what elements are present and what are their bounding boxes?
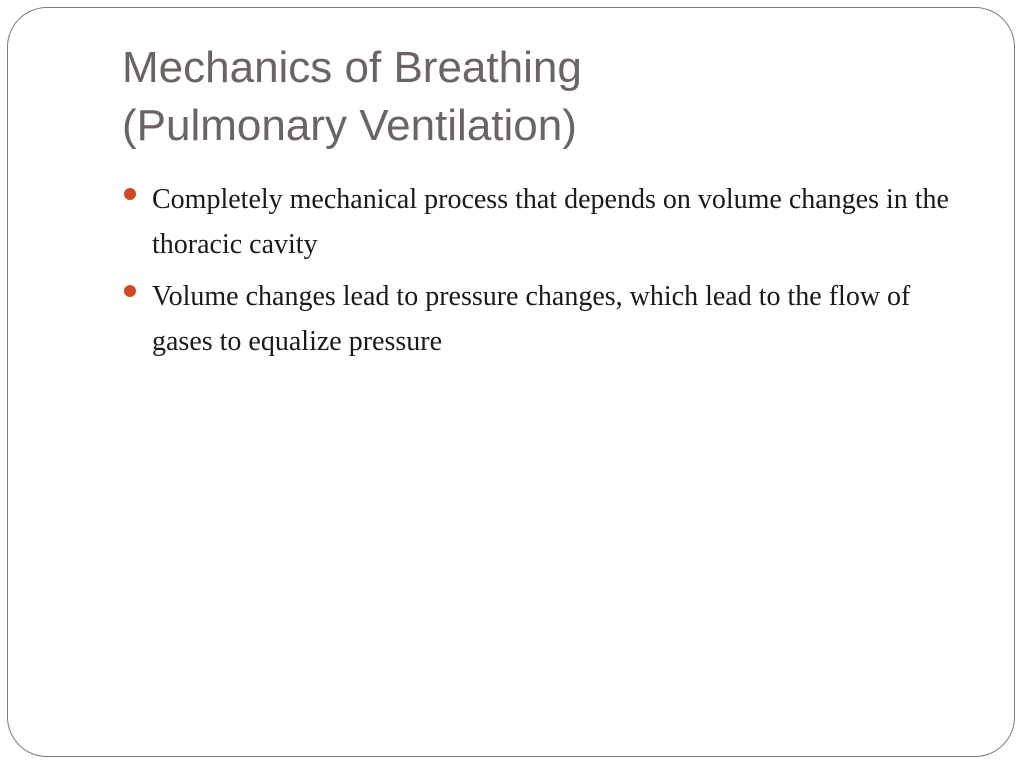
slide-title-line-2: (Pulmonary Ventilation)	[122, 101, 577, 150]
slide-title	[122, 39, 942, 155]
bullet-dot-icon	[124, 188, 136, 200]
bullet-item	[122, 274, 962, 364]
slide-frame	[7, 7, 1015, 757]
slide-title-line-1: Mechanics of Breathing	[122, 43, 582, 92]
bullet-text: Volume changes lead to pressure changes, which lead to the flow of gases to equalize pressure	[152, 281, 911, 357]
bullet-item	[122, 177, 962, 267]
bullet-text: Completely mechanical process that depends on volume changes in the thoracic cavity	[152, 184, 949, 260]
bullet-list	[122, 177, 962, 371]
bullet-dot-icon	[124, 285, 136, 297]
